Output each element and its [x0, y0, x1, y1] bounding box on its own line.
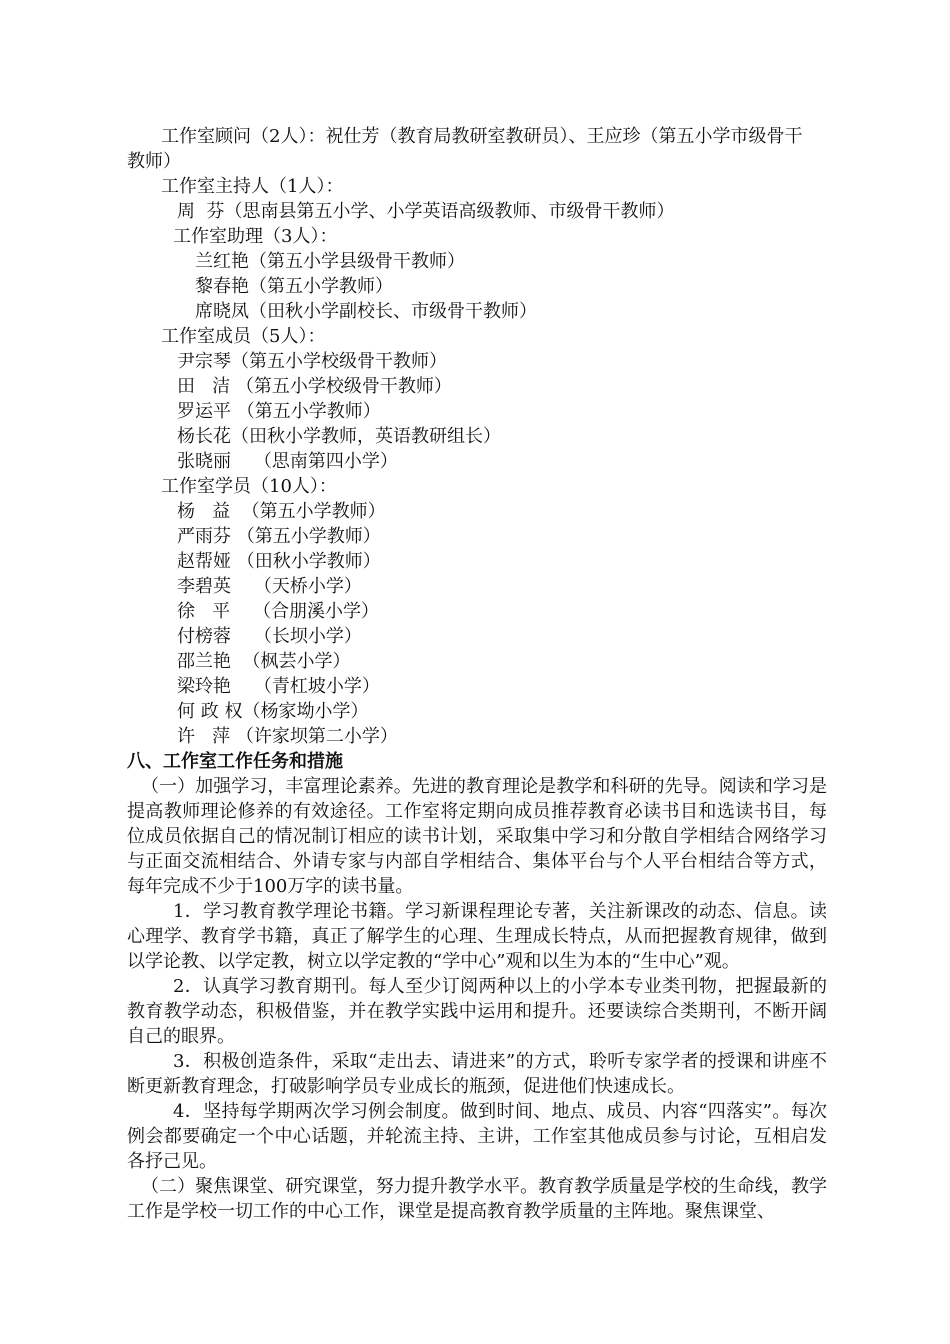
member-entry: 杨长花（田秋小学教师，英语教研组长） [177, 426, 501, 447]
document-page [127, 124, 827, 1224]
assistant-entry: 黎春艳（第五小学教师） [195, 276, 393, 297]
assistants-heading: 工作室助理（3人）： [173, 226, 338, 247]
member-entry: 田 洁 （第五小学校级骨干教师） [177, 376, 452, 397]
student-entry: 许 萍 （许家坝第二小学） [177, 726, 398, 747]
student-entry: 何 政 权（杨家坳小学） [177, 701, 369, 722]
paragraph-item-2: 2．认真学习教育期刊。每人至少订阅两种以上的小学本专业类刊物，把握最新的教育教学动态，积极借鉴，并在教学实践中运用和提升。还要读综合类期刊，不断开阔自己的眼界。 [127, 976, 827, 1047]
section-heading: 八、工作室工作任务和措施 [127, 751, 343, 772]
member-entry: 张晓丽 （思南第四小学） [177, 451, 398, 472]
student-entry: 杨 益 （第五小学教师） [177, 501, 386, 522]
student-entry: 李碧英 （天桥小学） [177, 576, 362, 597]
student-entry: 严雨芬 （第五小学教师） [177, 526, 381, 547]
advisors-line-1: 工作室顾问（2人）：祝仕芳（教育局教研室教研员）、王应珍（第五小学市级骨干 [161, 126, 803, 147]
student-entry: 梁玲艳 （青杠坡小学） [177, 676, 380, 697]
students-heading: 工作室学员（10人）： [161, 476, 337, 497]
members-heading: 工作室成员（5人）： [161, 326, 326, 347]
host-person: 周 芬（思南县第五小学、小学英语高级教师、市级骨干教师） [177, 201, 675, 222]
host-heading: 工作室主持人（1人）： [161, 176, 344, 197]
student-entry: 付榜蓉 （长坝小学） [177, 626, 362, 647]
student-entry: 徐 平 （合朋溪小学） [177, 601, 380, 622]
paragraph-item-4: 4．坚持每学期两次学习例会制度。做到时间、地点、成员、内容“四落实”。每次例会都要确定一个中心话题，并轮流主持、主讲，工作室其他成员参与讨论，互相启发各抒己见。 [127, 1101, 827, 1172]
student-entry: 邵兰艳 （枫芸小学） [177, 651, 351, 672]
assistant-entry: 席晓凤（田秋小学副校长、市级骨干教师） [195, 301, 537, 322]
paragraph-item-1: 1．学习教育教学理论书籍。学习新课程理论专著，关注新课改的动态、信息。读心理学、教育学书籍，真正了解学生的心理、生理成长特点，从而把握教育规律，做到以学论教、以学定教，树立以学定教的“学中心”观和以生为本的“生中心”观。 [127, 901, 827, 972]
paragraph-study: （一）加强学习，丰富理论素养。先进的教育理论是教学和科研的先导。阅读和学习是提高教师理论修养的有效途径。工作室将定期向成员推荐教育必读书目和选读书目，每位成员依据自己的情况制订相应的读书计划，采取集中学习和分散自学相结合网络学习与正面交流相结合、外请专家与内部自学相结合、集体平台与个人平台相结合等方式，每年完成不少于100万字的读书量。 [127, 776, 827, 897]
paragraph-item-3: 3．积极创造条件，采取“走出去、请进来”的方式，聆听专家学者的授课和讲座不断更新教育理念，打破影响学员专业成长的瓶颈，促进他们快速成长。 [127, 1051, 827, 1097]
student-entry: 赵帮娅 （田秋小学教师） [177, 551, 381, 572]
advisors-line-2: 教师） [127, 151, 181, 172]
assistant-entry: 兰红艳（第五小学县级骨干教师） [195, 251, 465, 272]
member-entry: 尹宗琴（第五小学校级骨干教师） [177, 351, 447, 372]
member-entry: 罗运平 （第五小学教师） [177, 401, 381, 422]
paragraph-classroom: （二）聚焦课堂、研究课堂，努力提升教学水平。教育教学质量是学校的生命线，教学工作是学校一切工作的中心工作，课堂是提高教育教学质量的主阵地。聚焦课堂、 [127, 1176, 827, 1222]
